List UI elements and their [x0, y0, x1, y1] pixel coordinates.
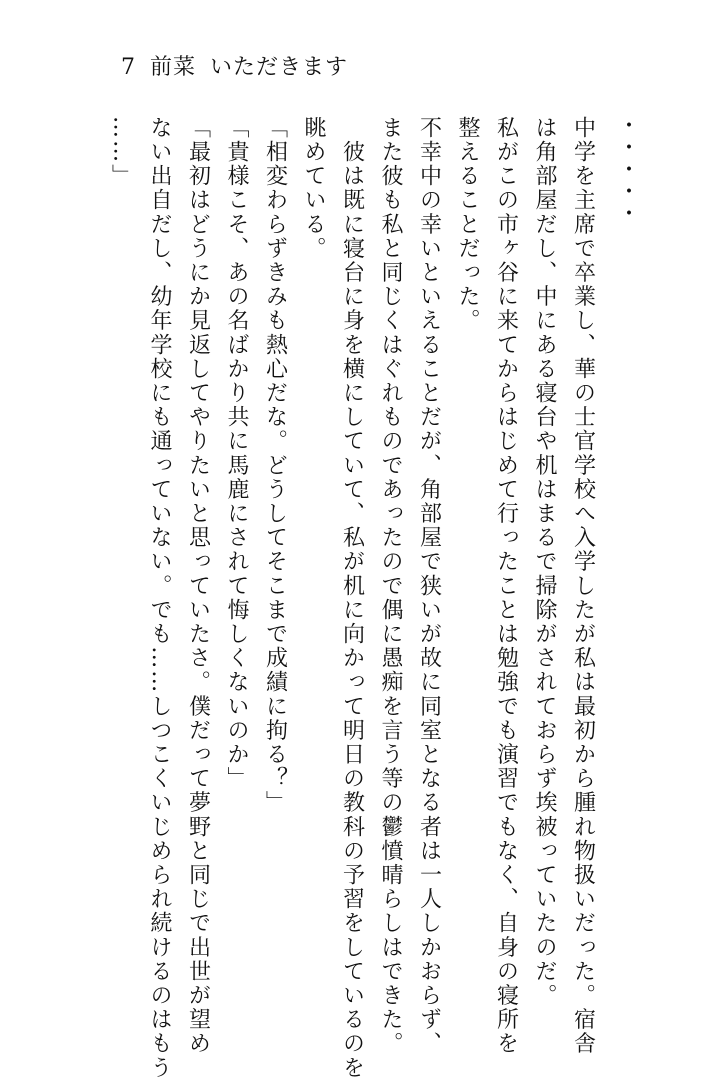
text-line: 私がこの市ヶ谷に来てからはじめて行ったことは勉強でも演習でもなく、自身の寝所を	[493, 116, 519, 1056]
text-line	[602, 116, 641, 946]
text-line: ない出自だし、幼年学校にも通っていない。でも……しつこくいじめられ続けるのはもう	[147, 116, 172, 1080]
dot-glyph: ・	[618, 136, 643, 161]
text-line: 「貴様こそ、あの名ばかり共に馬鹿にされて悔しくないのか」	[224, 116, 249, 791]
section-title: いただきます	[210, 55, 349, 80]
text-line: は角部屋だし、中にある寝台や机はまるで掃除がされておらず埃被っていたのだ。	[532, 116, 557, 1008]
text-line: 「最初はどうにか見返してやりたいと思っていたさ。僕だって夢野と同じで出世が望め	[185, 116, 211, 1056]
ellipsis-dots	[618, 114, 643, 227]
dot-glyph: ・	[618, 158, 643, 183]
text-line: ……」	[108, 116, 134, 189]
text-line: 中学を主席で卒業し、華の士官学校へ入学したが私は最初から腫れ物扱いだった。宿舎	[570, 116, 596, 1056]
dot-glyph: ・	[618, 114, 643, 139]
body-text	[101, 114, 643, 1080]
text-line: 「相変わらずきみも熱心だな。どうしてそこまで成績に拘る？」	[262, 116, 288, 815]
dot-glyph: ・	[618, 202, 643, 227]
text-line: また彼も私と同じくはぐれものであったので偶に愚痴を言う等の鬱憤晴らしはできた。	[378, 116, 403, 1056]
chapter-title: 前菜	[150, 55, 197, 80]
page-number: 7	[121, 55, 136, 80]
text-line: 彼は既に寝台に身を横にしていて、私が机に向かって明日の教科の予習をしているのを	[339, 116, 365, 1080]
text-line: 不幸中の幸いといえることだが、角部屋で狭いが故に同室となる者は一人しかおらず、	[416, 116, 442, 1056]
text-line: 整えることだった。	[455, 116, 480, 333]
page-header	[121, 50, 348, 84]
dot-glyph: ・	[618, 180, 643, 205]
text-line: 眺めている。	[301, 116, 326, 261]
